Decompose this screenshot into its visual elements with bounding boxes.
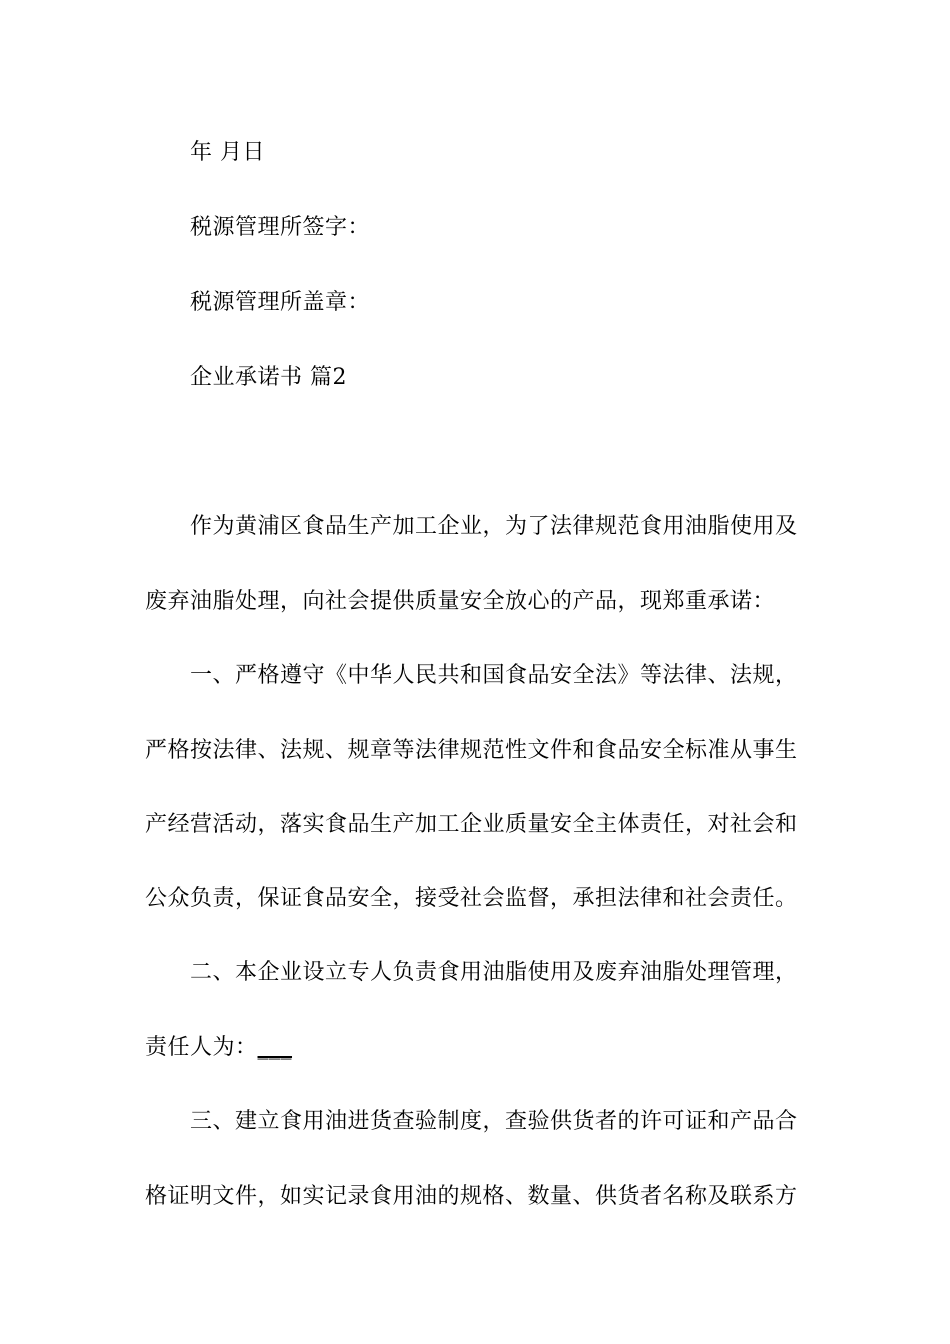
- date-line: 年 月日: [190, 140, 265, 165]
- paragraph-1-line-1: 作为黄浦区食品生产加工企业，为了法律规范食用油脂使用及: [190, 514, 798, 539]
- paragraph-2-line-3: 产经营活动，落实食品生产加工企业质量安全主体责任，对社会和: [145, 812, 798, 837]
- paragraph-4-line-2: 格证明文件，如实记录食用油的规格、数量、供货者名称及联系方: [145, 1184, 798, 1209]
- paragraph-2-line-4: 公众负责，保证食品安全，接受社会监督，承担法律和社会责任。: [145, 886, 798, 911]
- section-title: 企业承诺书 篇2: [190, 365, 347, 390]
- paragraph-3-line-2: [145, 1034, 292, 1062]
- paragraph-1-line-2: 废弃油脂处理，向社会提供质量安全放心的产品，现郑重承诺：: [145, 589, 776, 614]
- paragraph-2-line-2: 严格按法律、法规、规章等法律规范性文件和食品安全标准从事生: [145, 738, 798, 763]
- responsible-person-label: 责任人为：: [145, 1035, 258, 1060]
- paragraph-4-line-1: 三、建立食用油进货查验制度，查验供货者的许可证和产品合: [190, 1109, 798, 1134]
- seal-line: 税源管理所盖章：: [190, 290, 371, 315]
- paragraph-2-line-1: 一、严格遵守《中华人民共和国食品安全法》等法律、法规，: [190, 663, 798, 688]
- paragraph-3-line-1: 二、本企业设立专人负责食用油脂使用及废弃油脂处理管理，: [190, 960, 798, 985]
- responsible-person-blank: ___: [257, 1035, 293, 1060]
- signature-line: 税源管理所签字：: [190, 215, 371, 240]
